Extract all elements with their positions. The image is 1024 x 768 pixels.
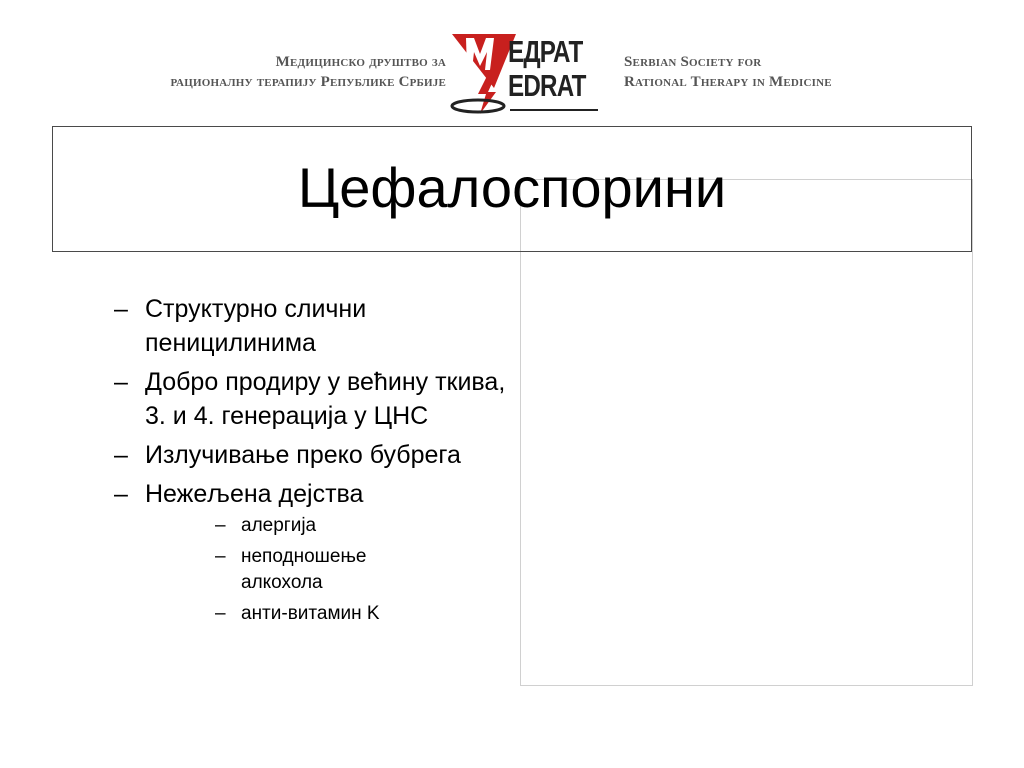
org-name-serbian-line2: рационалну терапију Републике Србије (170, 74, 446, 90)
bullet-item (110, 365, 510, 433)
org-name-english (624, 52, 924, 92)
bullet-item (110, 292, 510, 360)
sub-bullet-item (110, 601, 510, 627)
sub-bullet-item (110, 513, 510, 539)
medrat-logo (450, 30, 602, 116)
bullet-dash: – (114, 480, 128, 508)
bullet-text: Структурно слични пеницилинима (145, 295, 367, 357)
content-placeholder (520, 179, 973, 686)
sub-bullet-text: алергија (241, 515, 317, 536)
bullet-dash: – (114, 368, 128, 396)
sub-bullet-item (110, 544, 510, 596)
org-name-english-line1: Serbian Society for (624, 54, 762, 70)
title-box (52, 126, 972, 252)
bullet-dash: – (114, 295, 128, 323)
org-name-serbian (100, 52, 446, 92)
bullet-dash: – (114, 441, 128, 469)
logo-word-top: ЕДРАТ (508, 34, 583, 69)
bullet-text: Излучивање преко бубрега (145, 441, 461, 469)
bullet-text: Добро продиру у већину ткива, 3. и 4. генерација у ЦНС (145, 368, 506, 430)
sub-bullet-dash: – (215, 603, 226, 624)
slide-title: Цефалоспорини (297, 155, 727, 219)
sub-bullet-dash: – (215, 546, 226, 567)
sub-bullet-dash: – (215, 515, 226, 536)
bullet-item (110, 438, 510, 472)
bullet-text: Нежељена дејства (145, 480, 364, 508)
org-name-serbian-line1: Медицинско друштво за (275, 54, 446, 70)
org-name-english-line2: Rational Therapy in Medicine (624, 74, 832, 90)
sub-bullet-text: неподношење алкохола (241, 546, 367, 593)
sub-bullet-text: анти-витамин K (241, 603, 380, 624)
bullet-list (110, 292, 510, 632)
logo-word-bottom: EDRAT (508, 68, 586, 103)
bullet-item (110, 477, 510, 511)
